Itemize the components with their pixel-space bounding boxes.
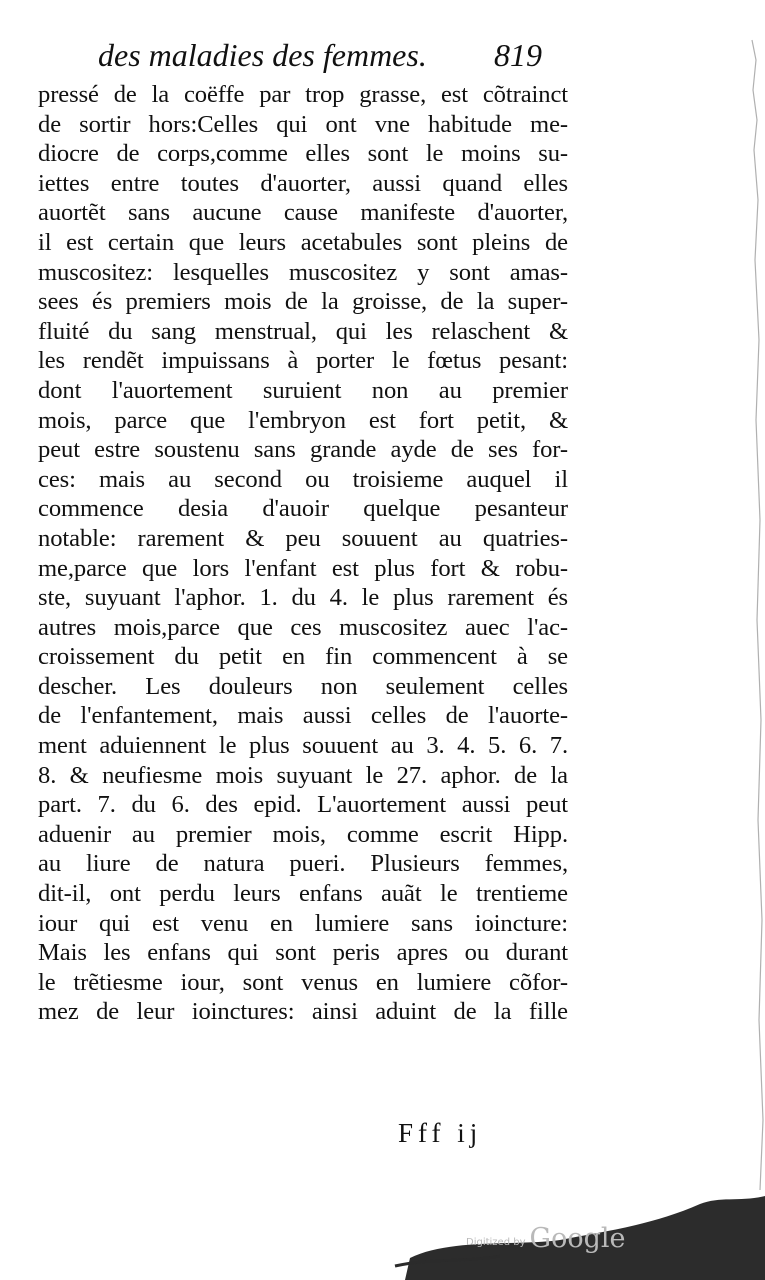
text-line: descher. Les douleurs non seulement celles — [38, 672, 568, 700]
text-line: dit-il, ont perdu leurs enfans auãt le trentieme — [38, 880, 568, 908]
text-line: de l'enfantement, mais aussi celles de l'auorte- — [38, 702, 568, 730]
text-line: dont l'auortement suruient non au premier — [38, 376, 568, 404]
text-line: les rendẽt impuissans à porter le fœtus pesant: — [38, 347, 568, 375]
text-line: mois, parce que l'embryon est fort petit, & — [38, 406, 568, 434]
running-title: des maladies des femmes. — [98, 37, 427, 73]
text-line: de sortir hors:Celles qui ont vne habitude me- — [38, 110, 568, 138]
watermark-prefix: Digitized by — [466, 1237, 526, 1248]
text-line: le trẽtiesme iour, sont venus en lumiere cõfor- — [38, 968, 568, 996]
text-line: diocre de corps,comme elles sont le moins su- — [38, 140, 568, 168]
text-line: 8. & neufiesme mois suyuant le 27. aphor. de la — [38, 761, 568, 789]
watermark-brand: Google — [529, 1223, 626, 1254]
page-number: 819 — [494, 37, 542, 73]
text-line: notable: rarement & peu souuent au quatries- — [38, 524, 568, 552]
text-line: part. 7. du 6. des epid. L'auortement aussi peut — [38, 791, 568, 819]
text-line: croissement du petit en fin commencent à se — [38, 643, 568, 671]
text-line: auortẽt sans aucune cause manifeste d'auorter, — [38, 199, 568, 227]
text-line: sees és premiers mois de la groisse, de la super- — [38, 288, 568, 316]
text-line: peut estre soustenu sans grande ayde de ses for- — [38, 436, 568, 464]
text-line: ces: mais au second ou troisieme auquel il — [38, 465, 568, 493]
text-line: iettes entre toutes d'auorter, aussi quand elles — [38, 169, 568, 197]
text-line: muscositez: lesquelles muscositez y sont amas- — [38, 258, 568, 286]
text-line: mez de leur ioinctures: ainsi aduint de la fille — [38, 998, 568, 1026]
body-text — [38, 80, 568, 1027]
text-line: Mais les enfans qui sont peris apres ou durant — [38, 939, 568, 967]
text-line: commence desia d'auoir quelque pesanteur — [38, 495, 568, 523]
text-line: pressé de la coëffe par trop grasse, est cõtrainct — [38, 81, 568, 108]
text-line: ment aduiennent le plus souuent au 3. 4. 5. 6. 7. — [38, 732, 568, 760]
text-line: me,parce que lors l'enfant est plus fort & robu- — [38, 554, 568, 582]
digitized-watermark — [466, 1216, 625, 1256]
text-line: il est certain que leurs acetabules sont pleins de — [38, 228, 568, 256]
right-edge-speckle — [752, 40, 763, 1190]
text-line: autres mois,parce que ces muscositez auec l'ac- — [38, 613, 568, 641]
text-line: aduenir au premier mois, comme escrit Hipp. — [38, 820, 568, 848]
text-line: ste, suyuant l'aphor. 1. du 4. le plus rarement és — [38, 584, 568, 612]
text-line: au liure de natura pueri. Plusieurs femmes, — [38, 850, 568, 878]
text-line: iour qui est venu en lumiere sans ioincture: — [38, 909, 568, 937]
text-line: fluité du sang menstrual, qui les relaschent & — [38, 317, 568, 345]
signature-mark: Fff ij — [398, 1118, 483, 1148]
